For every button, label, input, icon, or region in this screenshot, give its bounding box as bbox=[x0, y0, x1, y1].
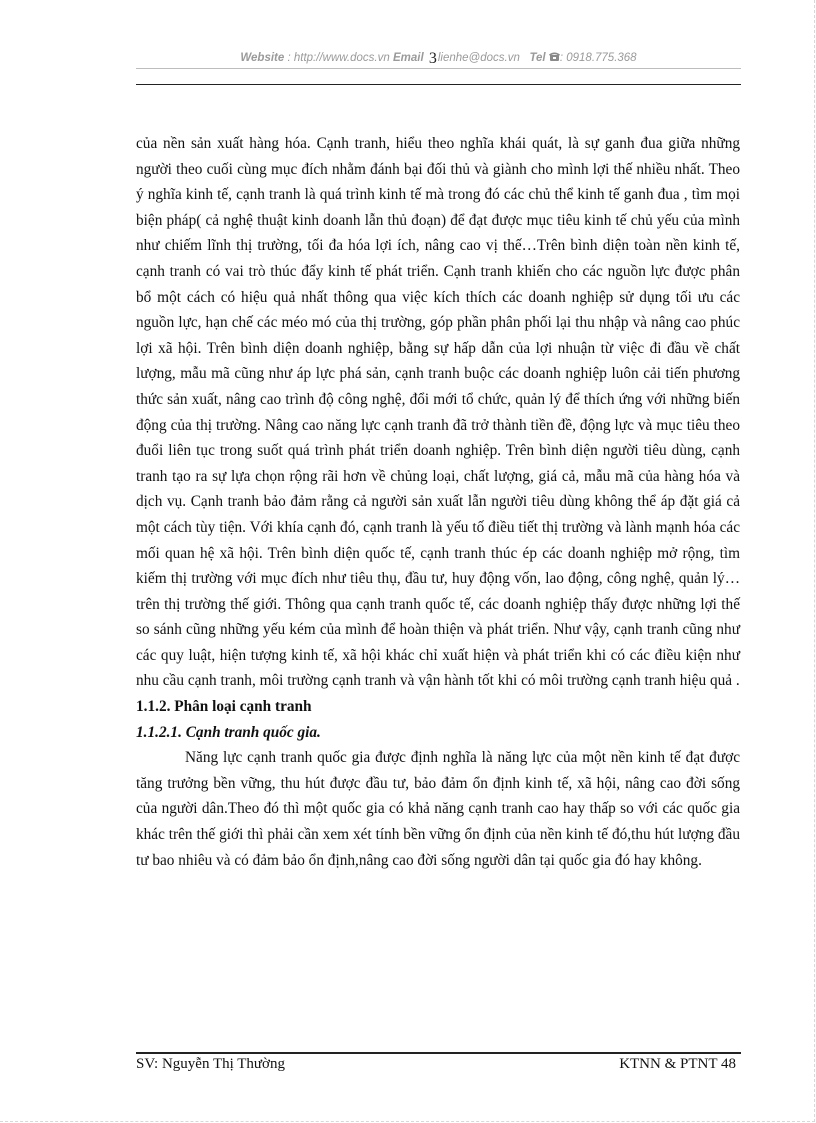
email-address[interactable]: lienhe@docs.vn bbox=[437, 52, 520, 64]
phone-icon bbox=[549, 52, 560, 62]
document-body bbox=[136, 131, 740, 873]
subsection-heading: 1.1.2.1. Cạnh tranh quốc gia. bbox=[136, 723, 321, 741]
footer-divider bbox=[136, 1052, 741, 1054]
tel-label: Tel bbox=[529, 52, 546, 64]
footer-student-name: SV: Nguyễn Thị Thường bbox=[136, 1056, 285, 1072]
tel-number: : 0918.775.368 bbox=[559, 52, 637, 64]
email-label: Email bbox=[392, 52, 424, 64]
website-separator: : bbox=[284, 52, 294, 64]
page-number: 3 bbox=[428, 50, 437, 67]
footer-class-page: KTNN & PTNT 48 bbox=[619, 1056, 736, 1072]
body-paragraph: của nền sản xuất hàng hóa. Cạnh tranh, hiểu theo nghĩa khái quát, là sự ganh đua giữa những người theo cuối cùng mục đích nhằm đánh bại đối thủ và giành cho mình lợi thế nhiều nhất. Theo ý nghĩa kinh tế, cạnh tranh là quá trình kinh tế mà trong đó các chủ thể kinh tế ganh đua , tìm mọi biện pháp( cả nghệ thuật kinh doanh lẫn thủ đoạn) để đạt được mục tiêu kinh tế chủ yếu của mình như chiếm lĩnh thị trường, tối đa hóa lợi ích, nâng cao vị thế…Trên bình diện toàn nền kinh tế, cạnh tranh có vai trò thúc đẩy kinh tế phát triển. Cạnh tranh khiến cho các nguồn lực được phân bổ một cách có hiệu quả nhất thông qua việc kích thích các doanh nghiệp sử dụng tối ưu các nguồn lực, hạn chế các méo mó của thị trường, góp phần phân phối lại thu nhập và nâng cao phúc lợi xã hội. Trên bình diện doanh nghiệp, bằng sự hấp dẫn của lợi nhuận từ việc đi đầu về chất lượng, mẫu mã cũng như áp lực phá sản, cạnh tranh buộc các doanh nghiệp luôn cải tiến phương thức sản xuất, nâng cao trình độ công nghệ, đổi mới tổ chức, quản lý để thích ứng với những biến động của thị trường. Nâng cao năng lực cạnh tranh đã trở thành tiền đề, động lực và mục tiêu theo đuổi liên tục trong suốt quá trình phát triển doanh nghiệp. Trên bình diện người tiêu dùng, cạnh tranh tạo ra sự lựa chọn rộng rãi hơn về chủng loại, chất lượng, giá cả, mẫu mã của hàng hóa và dịch vụ. Cạnh tranh bảo đảm rằng cả người sản xuất lẫn người tiêu dùng không thể áp đặt giá cả một cách tùy tiện. Với khía cạnh đó, cạnh tranh là yếu tố điều tiết thị trường và lành mạnh hóa các mối quan hệ xã hội. Trên bình diện quốc tế, cạnh tranh thúc ép các doanh nghiệp mở rộng, tìm kiếm thị trường với mục đích như tiêu thụ, đầu tư, huy động vốn, lao động, công nghệ, quản lý…trên thị trường thế giới. Thông qua cạnh tranh quốc tế, các doanh nghiệp thấy được những lợi thế so sánh cũng những yếu kém của mình để hoàn thiện và phát triển. Như vậy, cạnh tranh cũng như các quy luật, hiện tượng kinh tế, xã hội khác chỉ xuất hiện và phát triển khi có các điều kiện như nhu cầu cạnh tranh, môi trường cạnh tranh và vận hành tốt khi có môi trường cạnh tranh hiệu quả . bbox=[136, 135, 740, 690]
header-divider bbox=[136, 84, 741, 85]
page-header bbox=[136, 48, 741, 66]
body-paragraph: Năng lực cạnh tranh quốc gia được định nghĩa là năng lực của một nền kinh tế đạt được tăng trưởng bền vững, thu hút được đầu tư, bảo đảm ổn định kinh tế, xã hội, nâng cao đời sống của người dân.Theo đó thì một quốc gia có khả năng cạnh tranh cao hay thấp so với các quốc gia khác trên thế giới thì phải cần xem xét tính bền vững ổn định của nền kinh tế đó,thu hút lượng đầu tư bao nhiêu và có đảm bảo ổn định,nâng cao đời sống người dân tại quốc gia đó hay không. bbox=[136, 749, 740, 869]
website-url[interactable]: http://www.docs.vn bbox=[293, 52, 390, 64]
website-label: Website bbox=[240, 52, 285, 64]
header-divider-thin bbox=[136, 68, 741, 69]
section-heading: 1.1.2. Phân loại cạnh tranh bbox=[136, 698, 312, 716]
